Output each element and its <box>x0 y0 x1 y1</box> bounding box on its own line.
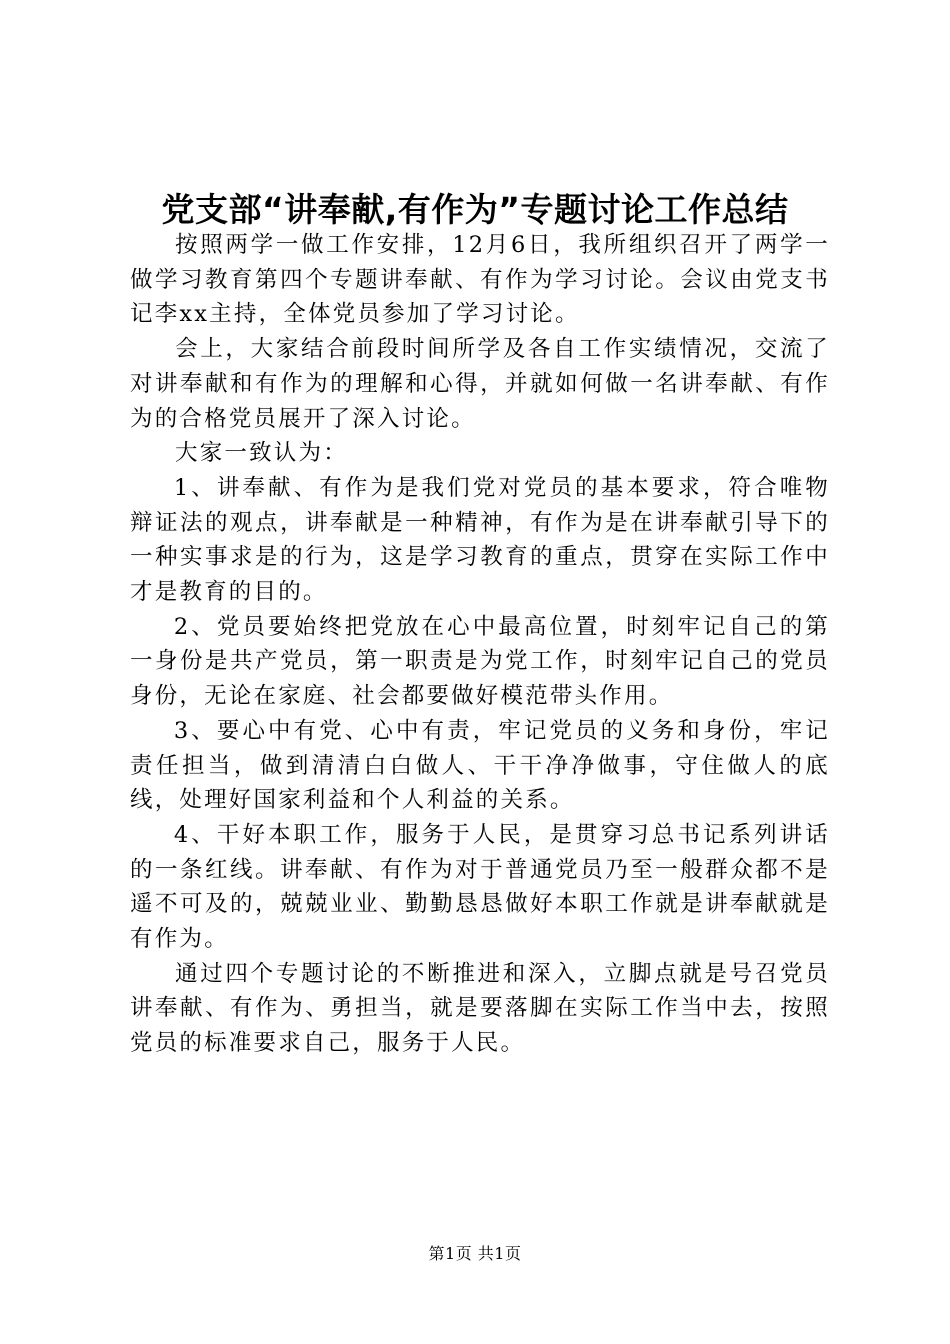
paragraph-consensus: 大家一致认为： <box>175 440 348 467</box>
paragraph-meeting: 会上，大家结合前段时间所学及各自工作实绩情况，交流了对讲奉献和有作为的理解和心得，并就如何做一名讲奉献、有作为的合格党员展开了深入讨论。 <box>130 336 830 432</box>
list-item-4: 4、干好本职工作，服务于人民，是贯穿习总书记系列讲话的一条红线。讲奉献、有作为对于普通党员乃至一般群众都不是遥不可及的，兢兢业业、勤勤恳恳做好本职工作就是讲奉献就是有作为。 <box>130 821 830 953</box>
paragraph-conclusion: 通过四个专题讨论的不断推进和深入，立脚点就是号召党员讲奉献、有作为、勇担当，就是要落脚在实际工作当中去，按照党员的标准要求自己，服务于人民。 <box>130 960 830 1057</box>
document-title: 党支部“讲奉献,有作为”专题讨论工作总结 <box>161 190 789 229</box>
list-item-3: 3、要心中有党、心中有责，牢记党员的义务和身份，牢记责任担当，做到清清白白做人、干干净净做事，守住做人的底线，处理好国家利益和个人利益的关系。 <box>130 717 830 814</box>
document-body <box>130 228 830 1061</box>
list-item-1: 1、讲奉献、有作为是我们党对党员的基本要求，符合唯物辩证法的观点，讲奉献是一种精神，有作为是在讲奉献引导下的一种实事求是的行为，这是学习教育的重点，贯穿在实际工作中才是教育的目的。 <box>130 474 830 606</box>
page-footer: 第1页 共1页 <box>428 1244 522 1263</box>
paragraph-intro: 按照两学一做工作安排，12月6日，我所组织召开了两学一做学习教育第四个专题讲奉献、有作为学习讨论。会议由党支书记李xx主持，全体党员参加了学习讨论。 <box>130 232 830 328</box>
list-item-2: 2、党员要始终把党放在心中最高位置，时刻牢记自己的第一身份是共产党员，第一职责是为党工作，时刻牢记自己的党员身份，无论在家庭、社会都要做好模范带头作用。 <box>130 613 830 710</box>
